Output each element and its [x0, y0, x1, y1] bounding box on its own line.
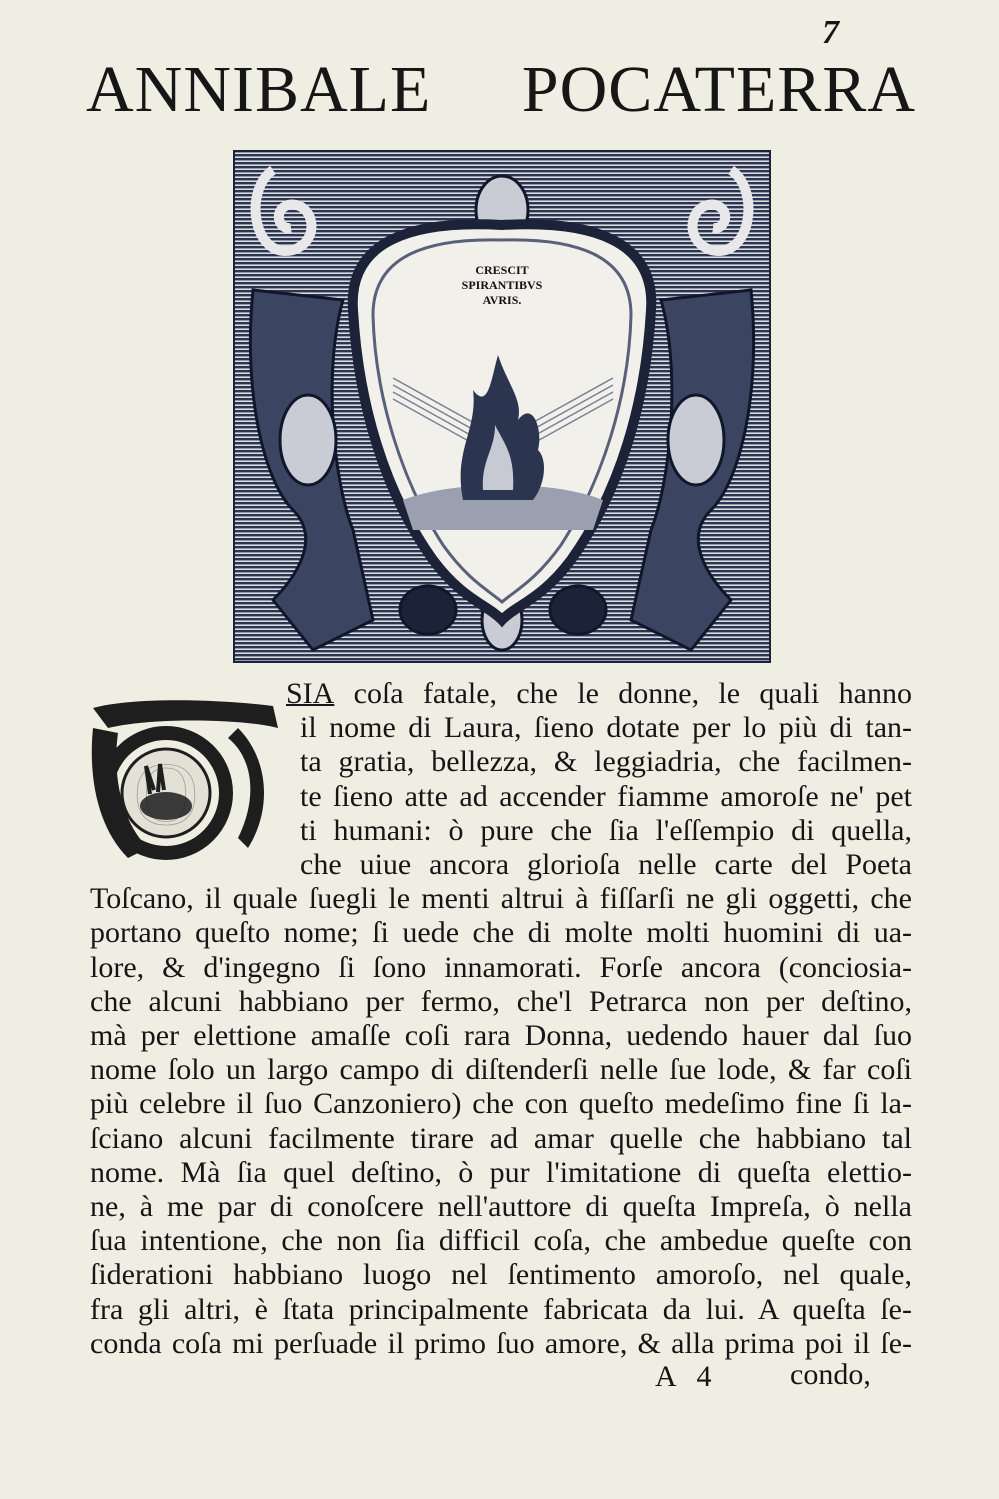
- text-line: il nome di Laura, ſieno dotate per lo più di tan-: [300, 711, 912, 745]
- text-line: ſciano alcuni facilmente tirare ad amar quelle che habbiano tal: [90, 1121, 912, 1155]
- drop-cap-letter: O: [133, 745, 199, 844]
- text-line: ne, à me par di conoſcere nell'auttore di queſta Impreſa, ò nella: [90, 1190, 912, 1223]
- page-number: 7: [822, 14, 839, 51]
- svg-text:AVRIS.: AVRIS.: [482, 293, 522, 307]
- text-line: nome. Mà ſia quel deſtino, ò pur l'imitatione di queſta elettio-: [90, 1155, 912, 1189]
- page-title: ANNIBALE POCATERRA: [86, 53, 916, 126]
- catchword: condo,: [790, 1358, 871, 1391]
- text-line: fra gli altri, è ſtata principalmente fabricata da lui. A queſta ſe-: [90, 1292, 912, 1326]
- svg-text:SPIRANTIBVS: SPIRANTIBVS: [461, 278, 543, 292]
- drop-cap-initial: [88, 698, 292, 862]
- text-line: lore, & d'ingegno ſi ſono innamorati. Forſe ancora (conciosia-: [90, 950, 912, 984]
- emblem-engraving: [233, 150, 771, 663]
- text-line: che uiue ancora glorioſa nelle carte del Poeta: [300, 848, 912, 881]
- text-line: mà per elettione amaſſe coſi rara Donna, uedendo hauer dal ſuo: [90, 1019, 912, 1052]
- text-line: ſiderationi habbiano luogo nel ſentimento amoroſo, nel quale,: [90, 1258, 912, 1292]
- svg-text:CRESCIT: CRESCIT: [475, 263, 529, 277]
- text-line: te ſieno atte ad accender fiamme amoroſe ne' pet: [300, 779, 912, 813]
- text-line: ta gratia, bellezza, & leggiadria, che facilmen-: [300, 745, 912, 779]
- text-line: Toſcano, il quale ſuegli le menti altrui à fiſſarſi ne gli oggetti, che: [90, 882, 912, 916]
- text-line: conda coſa mi perſuade il primo ſuo amore, & alla prima poi il ſe-: [90, 1326, 912, 1360]
- text-line: ſua intentione, che non ſia difficil coſa, che ambedue queſte con: [90, 1224, 912, 1258]
- text-line: nome ſolo un largo campo di diſtenderſi nelle ſue lode, & far coſi: [90, 1053, 912, 1087]
- text-line-content: coſa fatale, che le donne, le quali hanno: [334, 677, 912, 710]
- text-line: che alcuni habbiano per fermo, che'l Petrarca non per deſtino,: [90, 984, 912, 1018]
- text-line: ti humani: ò pure che ſia l'eſſempio di quella,: [300, 813, 912, 847]
- opening-word: SIA: [286, 677, 335, 710]
- text-line: più celebre il ſuo Canzoniero) che con queſto medeſimo fine ſi la-: [90, 1087, 912, 1121]
- text-line: [286, 677, 912, 711]
- text-line: portano queſto nome; ſi uede che di molte molti huomini di ua-: [90, 916, 912, 950]
- signature-mark: A 4: [655, 1360, 712, 1393]
